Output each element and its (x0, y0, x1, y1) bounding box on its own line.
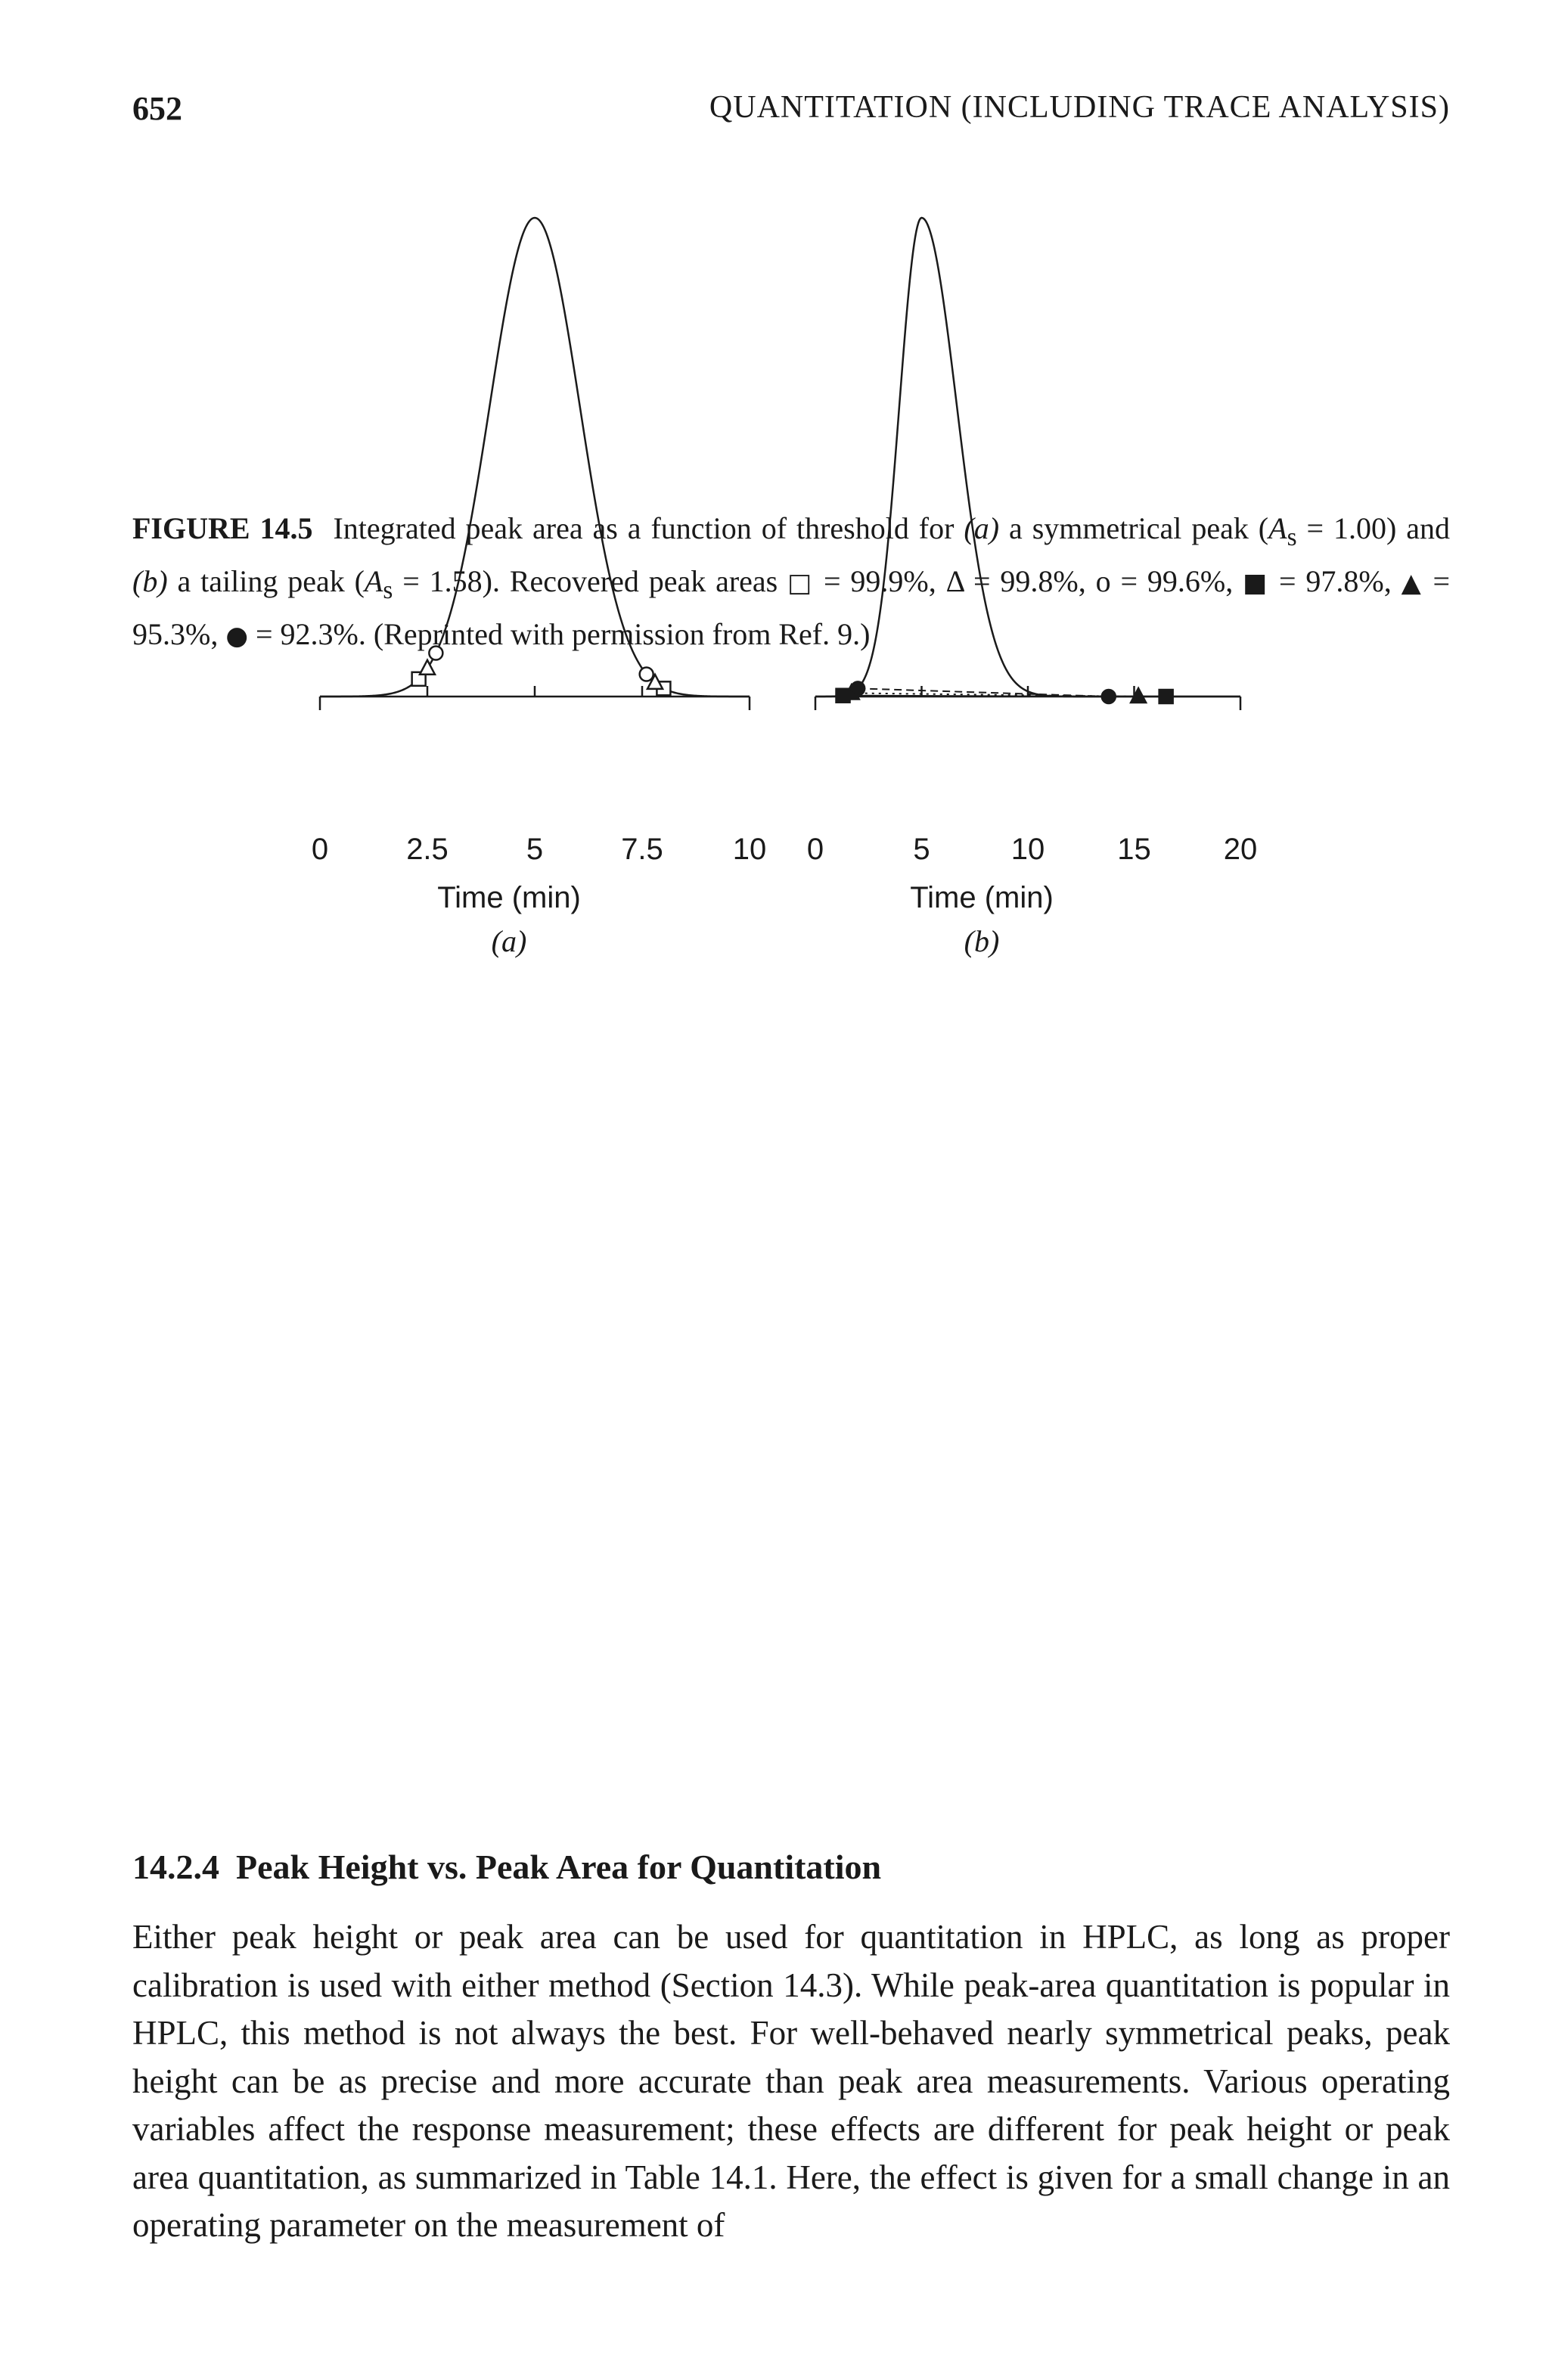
section-title: Peak Height vs. Peak Area for Quantitation (236, 1848, 882, 1886)
panel-b-tick-label: 10 (1010, 833, 1045, 866)
filled-circle-marker (1102, 690, 1116, 703)
caption-text: (Reprinted with permission from Ref. 9.) (373, 617, 871, 651)
caption-subscript: s (383, 576, 393, 604)
body-paragraph: Either peak height or peak area can be used for quantitation in HPLC, as long as proper calibration is used with either method (Section 14.3). While peak-area quantitation is popular in HPLC, this method is not always the best. For well-behaved nearly symmetrical peaks, peak height can be as precise and more accurate than peak area measurements. Various operating variables affect the response measurement; these effects are different for peak height or peak area quantitation, as summarized in Table 14.1. Here, the effect is given for a small change in an operating parameter on the measurement of (132, 1918, 1450, 2244)
panel-a-tick-label: 10 (732, 833, 767, 866)
filled-square-marker (1159, 690, 1173, 703)
panel-b-tick-label: 20 (1223, 833, 1258, 866)
section-heading (132, 1847, 881, 1887)
panel-a-label: (a) (491, 924, 527, 958)
open-circle-icon: o (1095, 564, 1111, 598)
panel-b-label: (b) (964, 924, 1000, 958)
page-number: 652 (132, 90, 182, 127)
caption-value: = 99.6%, (1120, 564, 1234, 598)
panel-b-tick-label: 5 (913, 833, 930, 866)
running-head: QUANTITATION (INCLUDING TRACE ANALYSIS) (709, 90, 1450, 125)
caption-text: = 1.00) and (1306, 511, 1451, 545)
caption-panel-ref: (b) (132, 564, 168, 598)
caption-symbol: A (364, 564, 383, 598)
panel-a-tick-label: 0 (311, 833, 329, 866)
open-circle-marker (640, 667, 653, 681)
panel-b-x-axis-label: Time (min) (910, 881, 1054, 914)
panel-a-x-axis-label: Time (min) (437, 881, 581, 914)
caption-value: = 99.9%, (823, 564, 936, 598)
filled-triangle-marker (1131, 688, 1146, 703)
panel-a-tick-label: 2.5 (406, 833, 449, 866)
filled-circle-marker (851, 681, 865, 695)
figure-caption (132, 507, 1450, 658)
panel-b-threshold-markers (837, 681, 1173, 703)
caption-text: Integrated peak area as a function of threshold for (333, 511, 955, 545)
panel-b-ticks (815, 686, 1240, 710)
open-triangle-icon: Δ (945, 564, 964, 598)
figure-label: FIGURE 14.5 (132, 511, 313, 545)
panel-a-tick-label: 5 (526, 833, 544, 866)
panel-b-tick-label: 0 (806, 833, 824, 866)
caption-symbol: A (1268, 511, 1287, 545)
filled-square-icon: ■ (1243, 568, 1270, 598)
filled-triangle-icon: ▲ (1401, 568, 1423, 598)
section-number: 14.2.4 (132, 1848, 219, 1886)
caption-subscript: s (1287, 523, 1297, 551)
caption-text: a tailing peak ( (177, 564, 365, 598)
caption-value: = 97.8%, (1279, 564, 1392, 598)
open-square-icon: □ (787, 568, 815, 598)
caption-value: = 99.8%, (973, 564, 1086, 598)
panel-a-ticks (320, 686, 750, 710)
caption-value: = 95.3%, (132, 564, 1451, 651)
caption-text: a symmetrical peak ( (1009, 511, 1269, 545)
panel-b-tick-label: 15 (1117, 833, 1151, 866)
caption-text: = 1.58). Recovered peak areas (402, 564, 778, 598)
panel-a-tick-label: 7.5 (621, 833, 663, 866)
filled-circle-icon: ● (225, 621, 248, 651)
open-triangle-marker (420, 660, 435, 675)
caption-panel-ref: (a) (964, 511, 1000, 545)
caption-value: = 92.3%. (256, 617, 366, 651)
